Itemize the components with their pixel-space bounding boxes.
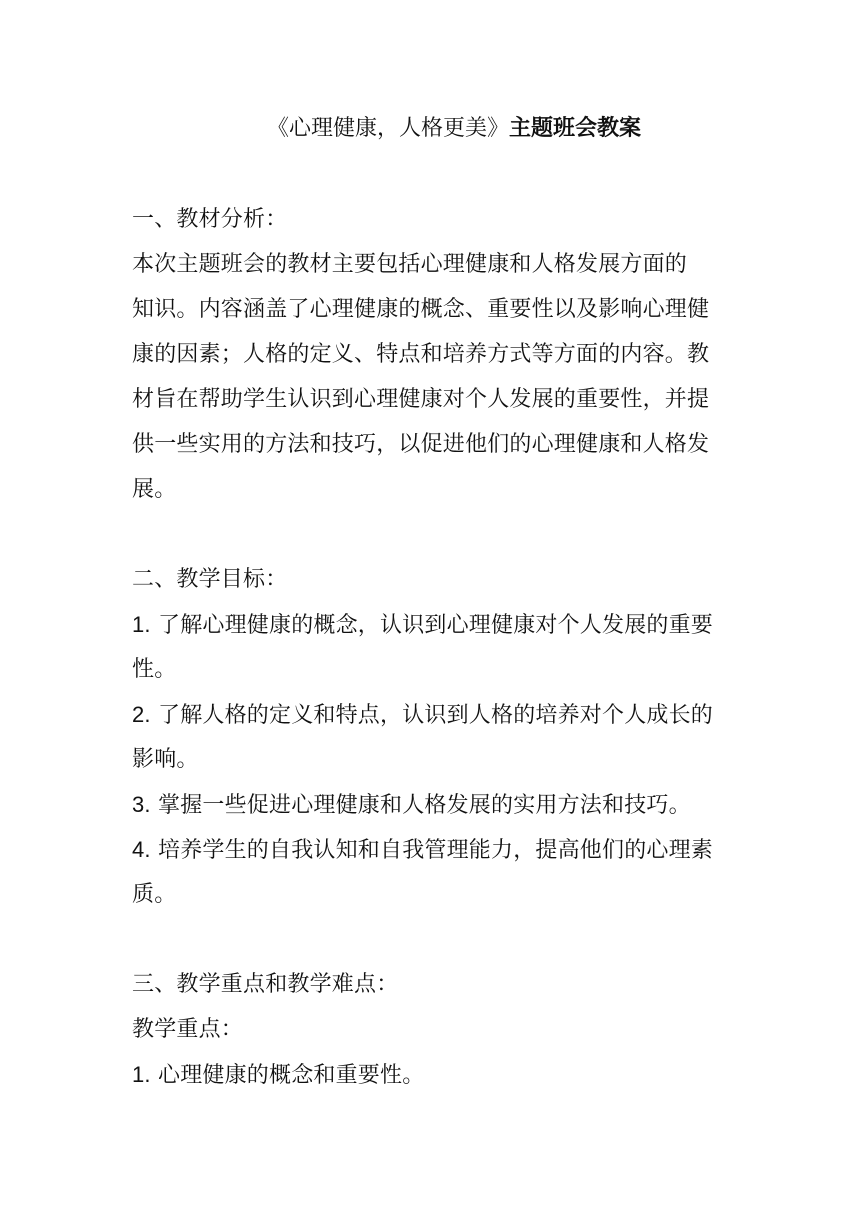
list-item — [132, 692, 732, 737]
paragraph-line: 材旨在帮助学生认识到心理健康对个人发展的重要性，并提 — [132, 387, 710, 412]
list-item-number: 3. — [132, 792, 151, 817]
title-bold-part: 主题班会教案 — [509, 115, 642, 141]
list-item-continuation: 性。 — [132, 657, 177, 682]
list-item — [132, 827, 732, 872]
list-item-text: 掌握一些促进心理健康和人格发展的实用方法和技巧。 — [158, 793, 691, 818]
section-key-points — [132, 962, 732, 1097]
list-item-text: 了解心理健康的概念，认识到心理健康对个人发展的重要 — [158, 613, 714, 638]
list-item-text: 了解人格的定义和特点，认识到人格的培养对个人成长的 — [158, 703, 714, 728]
list-item-number: 4. — [132, 837, 151, 862]
paragraph-line: 供一些实用的方法和技巧，以促进他们的心理健康和人格发 — [132, 432, 710, 457]
section-teaching-goals — [132, 557, 732, 917]
section-heading: 三、教学重点和教学难点： — [132, 972, 399, 997]
section-heading: 一、教材分析： — [132, 207, 288, 232]
subheading: 教学重点： — [132, 1017, 244, 1042]
list-item-number: 2. — [132, 702, 151, 727]
list-item-number: 1. — [132, 1062, 151, 1087]
list-item-continuation: 质。 — [132, 882, 177, 907]
list-item — [132, 1052, 732, 1097]
paragraph-line: 知识。内容涵盖了心理健康的概念、重要性以及影响心理健 — [132, 297, 710, 322]
paragraph-line: 展。 — [132, 477, 177, 502]
paragraph-line: 康的因素；人格的定义、特点和培养方式等方面的内容。教 — [132, 342, 710, 367]
list-item-continuation: 影响。 — [132, 747, 199, 772]
section-heading: 二、教学目标： — [132, 567, 288, 592]
section-textbook-analysis — [132, 197, 732, 512]
document-title — [0, 112, 860, 145]
list-item-number: 1. — [132, 612, 151, 637]
list-item — [132, 782, 732, 827]
list-item-text: 培养学生的自我认知和自我管理能力，提高他们的心理素 — [158, 838, 714, 863]
list-item — [132, 602, 732, 647]
title-regular-part: 《心理健康，人格更美》 — [266, 116, 509, 141]
list-item-text: 心理健康的概念和重要性。 — [158, 1063, 425, 1088]
paragraph-line: 本次主题班会的教材主要包括心理健康和人格发展方面的 — [132, 252, 688, 277]
